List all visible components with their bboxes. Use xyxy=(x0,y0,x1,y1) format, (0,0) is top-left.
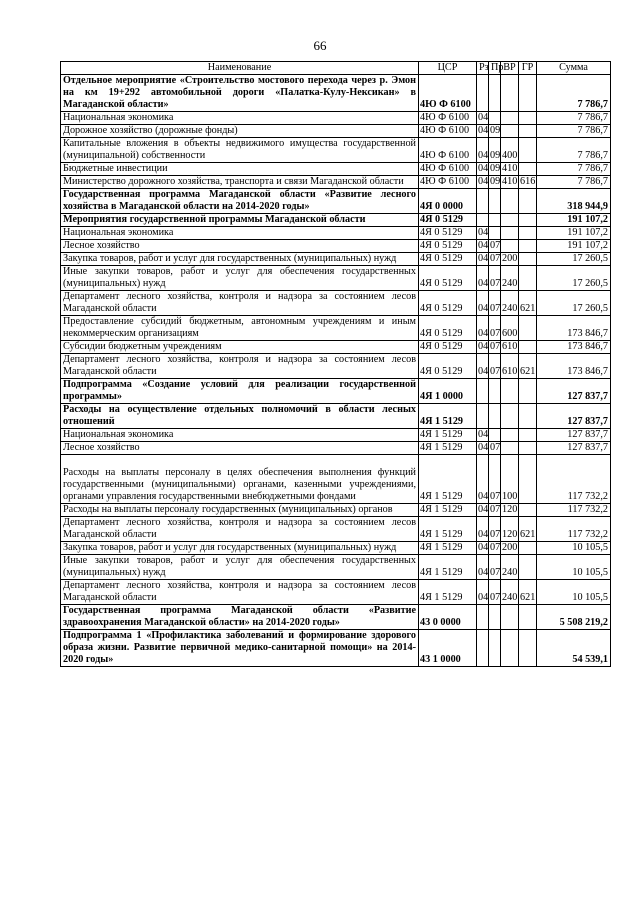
row-rz xyxy=(477,379,489,404)
row-pr: 07 xyxy=(489,354,501,379)
row-gr xyxy=(519,630,537,667)
row-csr: 4Я 0 5129 xyxy=(419,316,477,341)
row-vr: 240 xyxy=(501,580,519,605)
row-name: Расходы на выплаты персоналу в целях обеспечения выполнения функций государственными (муниципальными) органами, казенными учреждениями, органами управления государственными внебюджетными фондами xyxy=(61,455,419,504)
table-header-row xyxy=(61,62,611,75)
row-rz: 04 xyxy=(477,266,489,291)
row-pr: 07 xyxy=(490,253,501,264)
row-name: Предоставление субсидий бюджетным, автономным учреждениям и иным некоммерческим организациям xyxy=(61,316,419,341)
row-gr xyxy=(519,253,537,266)
row-csr: 4Я 1 0000 xyxy=(419,379,477,404)
row-name: Закупка товаров, работ и услуг для государственных (муниципальных) нужд xyxy=(61,542,419,555)
row-name: Субсидии бюджетным учреждениям xyxy=(61,341,419,354)
row-gr xyxy=(519,138,537,163)
table-row xyxy=(61,555,611,580)
table-row xyxy=(61,354,611,379)
row-sum: 7 786,7 xyxy=(537,75,611,112)
row-csr: 43 0 0000 xyxy=(419,605,477,630)
row-csr: 43 1 0000 xyxy=(419,630,477,667)
row-name: Государственная программа Магаданской области «Развитие здравоохранения Магаданской области» на 2014-2020 годы» xyxy=(61,605,419,630)
row-gr xyxy=(519,163,537,176)
row-sum: 7 786,7 xyxy=(537,112,611,125)
row-rz: 04 xyxy=(478,163,489,174)
table-row xyxy=(61,580,611,605)
row-gr xyxy=(519,75,537,112)
row-vr xyxy=(501,125,519,138)
row-name: Отдельное мероприятие «Строительство мостового перехода через р. Эмон на км 19+292 автомобильной дороги «Палатка-Кулу-Нексикан» в Магаданской области» xyxy=(61,75,419,112)
row-rz: 04 xyxy=(477,455,489,504)
table-row xyxy=(61,379,611,404)
row-vr: 120 xyxy=(502,504,518,515)
row-name: Национальная экономика xyxy=(61,112,419,125)
row-pr: 07 xyxy=(489,580,501,605)
row-name: Дорожное хозяйство (дорожные фонды) xyxy=(61,125,419,138)
row-pr: 07 xyxy=(490,542,501,553)
header-csr: ЦСР xyxy=(419,62,477,75)
row-rz xyxy=(477,189,489,214)
table-row xyxy=(61,253,611,266)
row-vr xyxy=(501,429,519,442)
row-pr: 07 xyxy=(489,517,501,542)
row-name: Департамент лесного хозяйства, контроля и надзора за состоянием лесов Магаданской области xyxy=(61,354,419,379)
row-vr: 410 xyxy=(502,176,518,187)
row-csr: 4Я 0 5129 xyxy=(419,227,477,240)
row-pr: 09 xyxy=(489,138,501,163)
row-vr: 600 xyxy=(501,316,519,341)
header-gr: ГР xyxy=(519,62,537,75)
row-name: Иные закупки товаров, работ и услуг для обеспечения государственных (муниципальных) нужд xyxy=(61,555,419,580)
row-csr: 4Я 1 5129 xyxy=(419,442,477,455)
table-row xyxy=(61,455,611,504)
row-rz: 04 xyxy=(477,580,489,605)
row-sum: 173 846,7 xyxy=(537,341,611,354)
row-gr: 621 xyxy=(519,580,537,605)
table-row xyxy=(61,138,611,163)
budget-table xyxy=(60,61,611,667)
row-gr xyxy=(519,125,537,138)
row-gr: 621 xyxy=(519,517,537,542)
row-csr: 4Я 1 5129 xyxy=(419,429,477,442)
row-csr: 4Я 0 5129 xyxy=(419,214,477,227)
row-pr xyxy=(489,112,501,125)
row-vr: 120 xyxy=(501,517,519,542)
row-sum: 54 539,1 xyxy=(537,630,611,667)
row-csr: 4Ю Ф 6100 xyxy=(419,75,477,112)
row-vr xyxy=(501,442,519,455)
row-rz: 04 xyxy=(477,291,489,316)
row-sum: 7 786,7 xyxy=(537,176,611,189)
row-vr: 410 xyxy=(502,163,518,174)
row-csr: 4Я 0 5129 xyxy=(419,266,477,291)
row-pr xyxy=(489,75,501,112)
row-gr xyxy=(519,112,537,125)
table-row xyxy=(61,163,611,176)
row-gr xyxy=(519,429,537,442)
table-row xyxy=(61,112,611,125)
row-name: Государственная программа Магаданской области «Развитие лесного хозяйства в Магаданской области на 2014-2020 годы» xyxy=(61,189,419,214)
table-row xyxy=(61,504,611,517)
row-rz: 04 xyxy=(477,316,489,341)
row-rz: 04 xyxy=(478,240,489,251)
row-csr: 4Я 1 5129 xyxy=(419,542,477,555)
table-row xyxy=(61,404,611,429)
row-csr: 4Я 0 5129 xyxy=(419,291,477,316)
table-row xyxy=(61,75,611,112)
row-gr: 621 xyxy=(519,354,537,379)
row-sum: 127 837,7 xyxy=(537,404,611,429)
header-rz: Рз xyxy=(477,62,489,75)
row-gr xyxy=(519,266,537,291)
row-rz xyxy=(477,404,489,429)
row-sum: 191 107,2 xyxy=(537,240,611,253)
row-csr: 4Я 1 5129 xyxy=(419,455,477,504)
row-csr: 4Я 1 5129 xyxy=(419,555,477,580)
row-csr: 4Ю Ф 6100 xyxy=(419,163,477,176)
row-gr xyxy=(519,379,537,404)
row-sum: 7 786,7 xyxy=(537,138,611,163)
row-sum: 191 107,2 xyxy=(537,227,611,240)
row-pr: 07 xyxy=(489,266,501,291)
row-pr: 07 xyxy=(490,442,501,453)
row-gr: 616 xyxy=(520,176,536,187)
row-name: Закупка товаров, работ и услуг для государственных (муниципальных) нужд xyxy=(61,253,419,266)
row-gr: 621 xyxy=(519,291,537,316)
row-vr: 240 xyxy=(501,291,519,316)
row-name: Подпрограмма 1 «Профилактика заболеваний и формирование здорового образа жизни. Развитие первичной медико-санитарной помощи» на 2014-2020 годы» xyxy=(61,630,419,667)
row-rz: 04 xyxy=(478,429,489,440)
row-vr: 200 xyxy=(502,253,518,264)
row-pr: 07 xyxy=(489,455,501,504)
row-rz: 04 xyxy=(478,227,489,238)
table-row xyxy=(61,542,611,555)
row-sum: 17 260,5 xyxy=(537,291,611,316)
row-vr: 200 xyxy=(502,542,518,553)
row-rz: 04 xyxy=(477,138,489,163)
row-sum: 117 732,2 xyxy=(537,455,611,504)
table-row xyxy=(61,214,611,227)
row-pr: 07 xyxy=(489,291,501,316)
table-row xyxy=(61,189,611,214)
row-csr: 4Я 0 5129 xyxy=(419,253,477,266)
row-rz: 04 xyxy=(477,555,489,580)
row-name: Капитальные вложения в объекты недвижимого имущества государственной (муниципальной) собственности xyxy=(61,138,419,163)
row-csr: 4Я 1 5129 xyxy=(419,404,477,429)
row-sum: 127 837,7 xyxy=(537,442,611,455)
row-vr: 610 xyxy=(502,341,518,352)
table-row xyxy=(61,429,611,442)
row-csr: 4Я 0 0000 xyxy=(419,189,477,214)
row-pr xyxy=(489,429,501,442)
row-pr xyxy=(489,227,501,240)
row-sum: 173 846,7 xyxy=(537,316,611,341)
header-sum: Сумма xyxy=(537,62,611,75)
row-sum: 318 944,9 xyxy=(537,189,611,214)
row-csr: 4Я 0 5129 xyxy=(419,354,477,379)
row-pr: 07 xyxy=(490,504,501,515)
row-vr xyxy=(501,189,519,214)
table-row xyxy=(61,316,611,341)
row-pr xyxy=(489,630,501,667)
row-name: Департамент лесного хозяйства, контроля и надзора за состоянием лесов Магаданской области xyxy=(61,580,419,605)
row-pr: 07 xyxy=(490,240,501,251)
row-sum: 127 837,7 xyxy=(537,429,611,442)
row-pr xyxy=(489,189,501,214)
row-pr xyxy=(489,404,501,429)
row-rz: 04 xyxy=(478,176,489,187)
row-csr: 4Я 1 5129 xyxy=(419,504,477,517)
row-rz: 04 xyxy=(478,253,489,264)
row-rz: 04 xyxy=(478,112,489,123)
row-rz xyxy=(477,75,489,112)
row-rz: 04 xyxy=(478,341,489,352)
row-name: Департамент лесного хозяйства, контроля и надзора за состоянием лесов Магаданской области xyxy=(61,291,419,316)
row-sum: 127 837,7 xyxy=(537,379,611,404)
row-name: Расходы на осуществление отдельных полномочий в области лесных отношений xyxy=(61,404,419,429)
header-vr: ВР xyxy=(501,62,519,75)
row-pr: 09 xyxy=(490,125,501,136)
row-vr: 610 xyxy=(501,354,519,379)
row-name: Национальная экономика xyxy=(61,429,419,442)
table-row xyxy=(61,341,611,354)
row-vr xyxy=(501,379,519,404)
row-gr xyxy=(519,189,537,214)
row-name: Лесное хозяйство xyxy=(61,442,419,455)
row-csr: 4Я 1 5129 xyxy=(419,580,477,605)
row-pr xyxy=(489,605,501,630)
row-name: Департамент лесного хозяйства, контроля и надзора за состоянием лесов Магаданской области xyxy=(61,517,419,542)
row-name: Бюджетные инвестиции xyxy=(61,163,419,176)
row-rz xyxy=(477,605,489,630)
row-gr xyxy=(519,605,537,630)
row-pr: 09 xyxy=(490,176,501,187)
row-name: Иные закупки товаров, работ и услуг для обеспечения государственных (муниципальных) нужд xyxy=(61,266,419,291)
row-csr: 4Ю Ф 6100 xyxy=(419,112,477,125)
row-gr xyxy=(519,316,537,341)
row-name: Национальная экономика xyxy=(61,227,419,240)
row-vr xyxy=(501,630,519,667)
row-sum: 117 732,2 xyxy=(537,517,611,542)
row-rz: 04 xyxy=(477,517,489,542)
row-vr xyxy=(501,240,519,253)
row-vr: 240 xyxy=(501,266,519,291)
row-csr: 4Я 1 5129 xyxy=(419,517,477,542)
row-rz: 04 xyxy=(478,442,489,453)
row-csr: 4Ю Ф 6100 xyxy=(419,125,477,138)
row-sum: 117 732,2 xyxy=(537,504,611,517)
row-vr xyxy=(501,404,519,429)
row-vr: 100 xyxy=(501,455,519,504)
row-sum: 173 846,7 xyxy=(537,354,611,379)
row-vr xyxy=(501,605,519,630)
row-gr xyxy=(519,555,537,580)
row-rz xyxy=(477,214,489,227)
table-row xyxy=(61,125,611,138)
row-vr xyxy=(501,214,519,227)
row-sum: 7 786,7 xyxy=(537,163,611,176)
row-gr xyxy=(519,240,537,253)
row-name: Мероприятия государственной программы Магаданской области xyxy=(61,214,419,227)
header-pr: Пр xyxy=(489,62,501,75)
row-sum: 10 105,5 xyxy=(537,580,611,605)
row-sum: 7 786,7 xyxy=(537,125,611,138)
row-csr: 4Ю Ф 6100 xyxy=(419,176,477,189)
row-csr: 4Я 0 5129 xyxy=(419,341,477,354)
row-name: Расходы на выплаты персоналу государственных (муниципальных) органов xyxy=(61,504,419,517)
row-gr xyxy=(519,214,537,227)
row-rz xyxy=(477,630,489,667)
row-gr xyxy=(519,341,537,354)
row-vr xyxy=(501,227,519,240)
row-gr xyxy=(519,504,537,517)
row-rz: 04 xyxy=(478,504,489,515)
header-name: Наименование xyxy=(61,62,419,75)
row-name: Лесное хозяйство xyxy=(61,240,419,253)
table-row xyxy=(61,630,611,667)
row-rz: 04 xyxy=(478,125,489,136)
row-pr: 07 xyxy=(489,555,501,580)
row-vr: 400 xyxy=(501,138,519,163)
row-sum: 191 107,2 xyxy=(537,214,611,227)
page-number: 66 xyxy=(313,38,327,53)
row-csr: 4Я 0 5129 xyxy=(419,240,477,253)
table-row xyxy=(61,176,611,189)
row-pr xyxy=(489,214,501,227)
row-sum: 10 105,5 xyxy=(537,542,611,555)
row-vr: 240 xyxy=(501,555,519,580)
row-gr xyxy=(519,442,537,455)
table-row xyxy=(61,291,611,316)
row-pr xyxy=(489,379,501,404)
row-gr xyxy=(519,227,537,240)
row-sum: 17 260,5 xyxy=(537,253,611,266)
row-sum: 10 105,5 xyxy=(537,555,611,580)
row-gr xyxy=(519,542,537,555)
table-row xyxy=(61,517,611,542)
row-gr xyxy=(519,404,537,429)
row-csr: 4Ю Ф 6100 xyxy=(419,138,477,163)
row-gr xyxy=(519,455,537,504)
row-name: Министерство дорожного хозяйства, транспорта и связи Магаданской области xyxy=(61,176,419,189)
row-sum: 17 260,5 xyxy=(537,266,611,291)
row-vr xyxy=(501,112,519,125)
row-rz: 04 xyxy=(478,542,489,553)
row-rz: 04 xyxy=(477,354,489,379)
row-sum: 5 508 219,2 xyxy=(537,605,611,630)
row-pr: 09 xyxy=(490,163,501,174)
row-vr xyxy=(501,75,519,112)
row-pr: 07 xyxy=(490,341,501,352)
table-row xyxy=(61,442,611,455)
row-name: Подпрограмма «Создание условий для реализации государственной программы» xyxy=(61,379,419,404)
row-pr: 07 xyxy=(489,316,501,341)
table-row xyxy=(61,605,611,630)
table-row xyxy=(61,240,611,253)
table-row xyxy=(61,266,611,291)
table-row xyxy=(61,227,611,240)
